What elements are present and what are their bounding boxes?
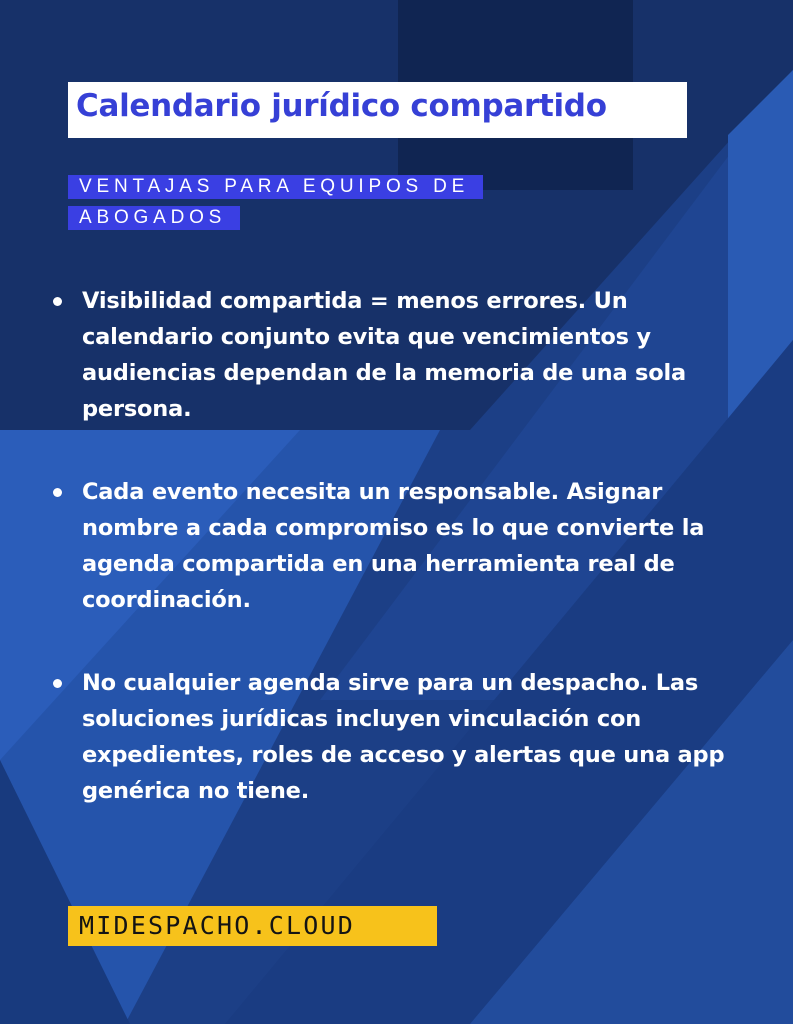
subtitle-banner xyxy=(68,171,552,233)
bullet-icon xyxy=(53,297,62,306)
list-item xyxy=(53,665,733,809)
page-title: Calendario jurídico compartido xyxy=(68,82,687,138)
list-item-text: Cada evento necesita un responsable. Asignar nombre a cada compromiso es lo que convierte la agenda compartida en una herramienta real de coordinación. xyxy=(82,479,705,613)
list-item-text: No cualquier agenda sirve para un despacho. Las soluciones jurídicas incluyen vinculación con expedientes, roles de acceso y alertas que una app genérica no tiene. xyxy=(82,670,725,804)
list-item xyxy=(53,474,733,618)
bullet-icon xyxy=(53,679,62,688)
brand-footer: MIDESPACHO.CLOUD xyxy=(68,906,437,946)
list-item xyxy=(53,283,733,427)
list-item-text: Visibilidad compartida = menos errores. Un calendario conjunto evita que vencimientos y audiencias dependan de la memoria de una sola persona. xyxy=(82,288,687,422)
subtitle-text: VENTAJAS PARA EQUIPOS DE ABOGADOS xyxy=(68,175,483,230)
bullet-icon xyxy=(53,488,62,497)
benefits-list xyxy=(53,283,733,856)
